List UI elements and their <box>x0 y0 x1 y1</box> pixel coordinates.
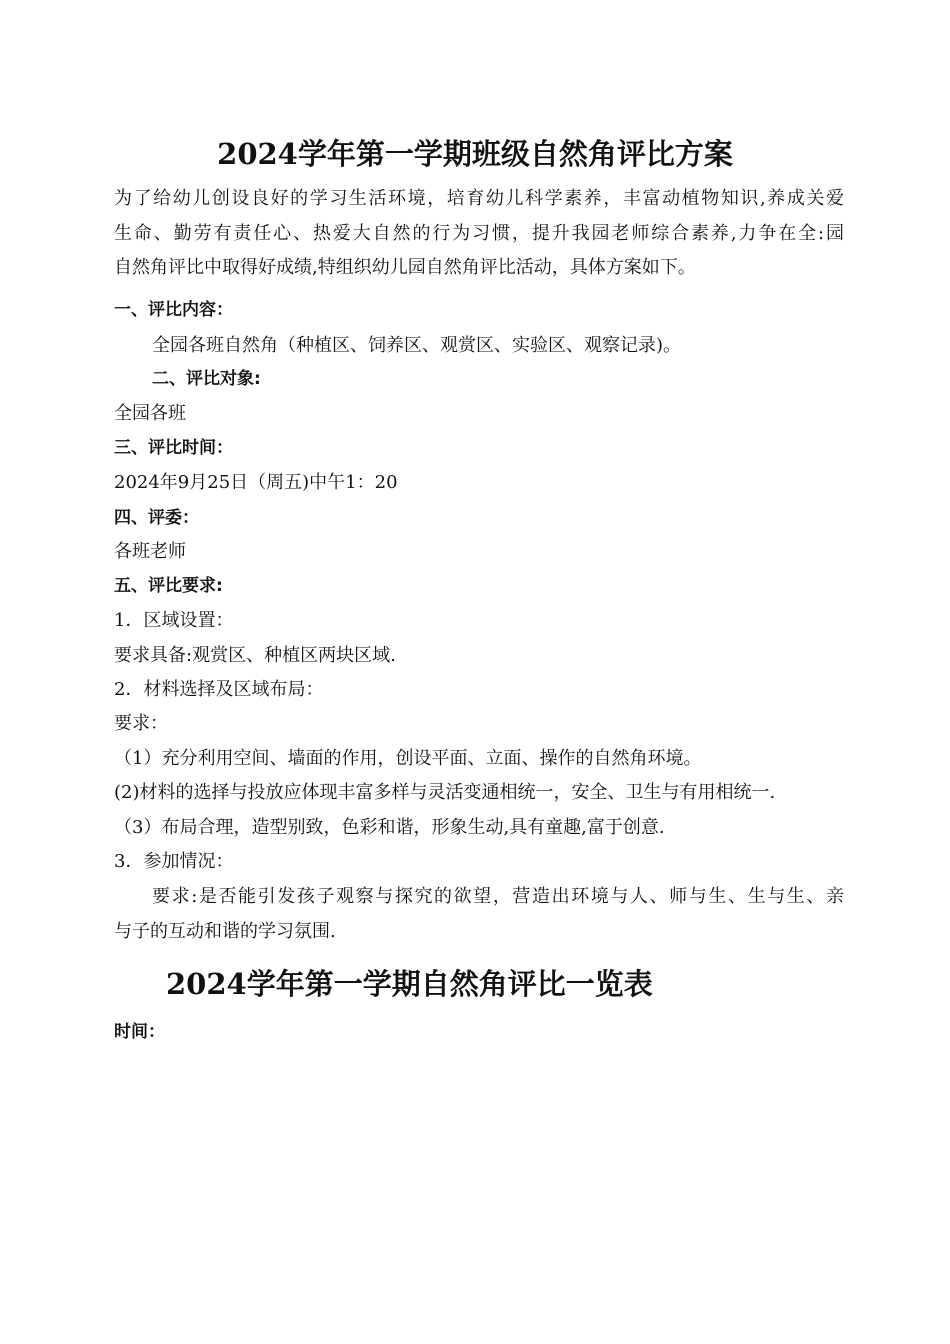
requirement-2-label: 要求： <box>114 713 168 734</box>
section-body-time: 2024年9月25日（周五)中午1：20 <box>114 472 398 493</box>
intro-line-3: 自然角评比中取得好成绩,特组织幼儿园自然角评比活动，具体方案如下。 <box>114 257 696 278</box>
section-heading-judges: 四、评委： <box>114 508 199 528</box>
section-body-target: 全园各班 <box>114 403 186 424</box>
section-body-judges: 各班老师 <box>114 541 186 562</box>
page-title: 2024学年第一学期班级自然角评比方案 <box>217 137 733 171</box>
requirement-2-item-1: （1）充分利用空间、墙面的作用，创设平面、立面、操作的自然角环境。 <box>114 748 702 769</box>
section-heading-time: 三、评比时间： <box>114 438 233 458</box>
intro-line-2: 生命、勤劳有责任心、热爱大自然的行为习惯，提升我园老师综合素养,力争在全:园 <box>114 223 844 244</box>
requirement-3-body-line-1: 要求:是否能引发孩子观察与探究的欲望，营造出环境与人、师与生、生与生、亲 <box>152 886 844 907</box>
requirement-3-body-line-2: 与子的互动和谐的学习氛围. <box>114 921 336 942</box>
requirement-2-item-3: （3）布局合理，造型别致，色彩和谐，形象生动,具有童趣,富于创意. <box>114 817 665 838</box>
intro-line-1: 为了给幼儿创设良好的学习生活环境，培育幼儿科学素养，丰富动植物知识,养成关爱 <box>114 188 844 209</box>
requirement-2-item-2: (2)材料的选择与投放应体现丰富多样与灵活变通相统一，安全、卫生与有用相统一. <box>114 782 776 803</box>
section-heading-target: 二、评比对象: <box>152 369 261 389</box>
time-label: 时间： <box>114 1022 165 1042</box>
section-heading-content: 一、评比内容： <box>114 300 233 320</box>
requirement-1-body: 要求具备:观赏区、种植区两块区域. <box>114 645 396 666</box>
requirement-2-heading: 2．材料选择及区域布局： <box>114 679 324 700</box>
section-body-content: 全园各班自然角（种植区、饲养区、观赏区、实验区、观察记录)。 <box>152 335 682 356</box>
requirement-1-heading: 1．区域设置： <box>114 610 234 631</box>
requirement-3-heading: 3．参加情况： <box>114 851 234 872</box>
table-title: 2024学年第一学期自然角评比一览表 <box>166 967 653 1001</box>
section-heading-requirements: 五、评比要求: <box>114 576 223 596</box>
